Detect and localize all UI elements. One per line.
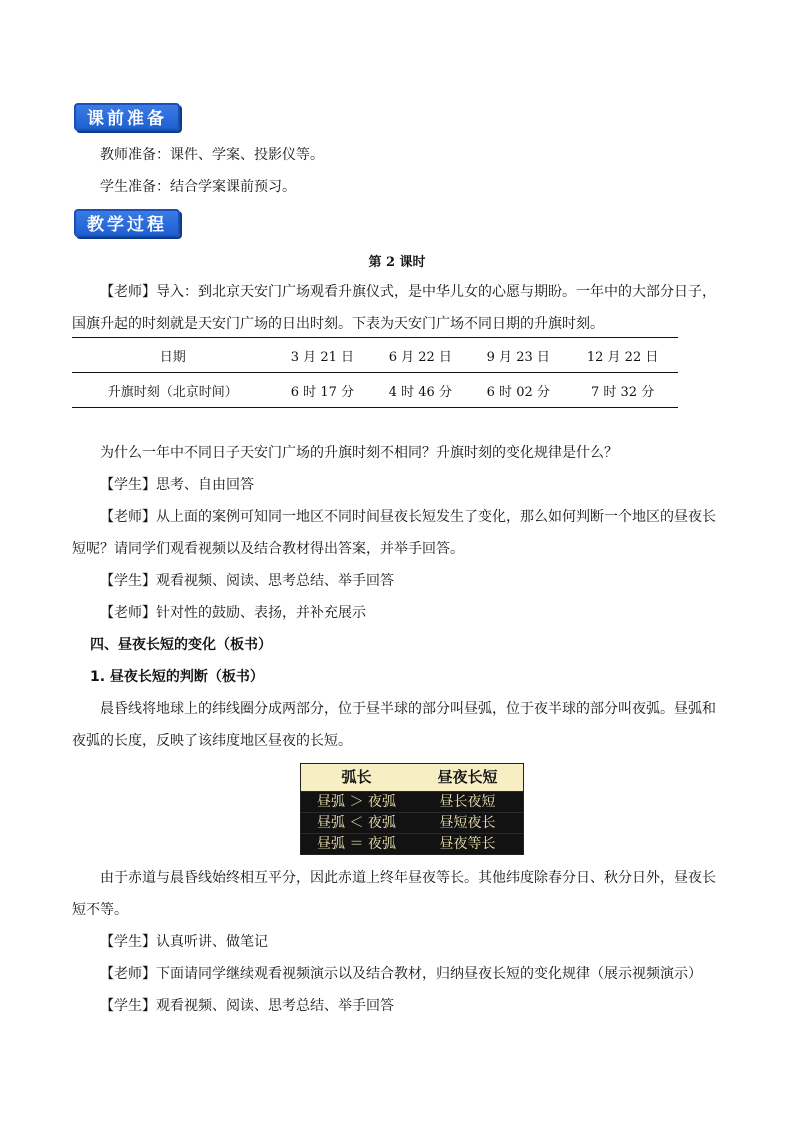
table-cell: 12 月 22 日 <box>567 338 678 373</box>
table-cell: 昼弧 ＜ 夜弧 <box>317 815 396 831</box>
table-header-cell: 昼夜长短 <box>437 768 498 786</box>
table-cell: 9 月 23 日 <box>469 338 567 373</box>
subheading-judgement: 1. 昼夜长短的判断（板书） <box>90 669 264 685</box>
section-badge-process: 教学过程 <box>74 209 180 237</box>
student-response-4: 【学生】观看视频、阅读、思考总结、举手回答 <box>100 998 394 1014</box>
lesson-title: 第 2 课时 <box>368 255 426 270</box>
teacher-prep: 教师准备：课件、学案、投影仪等。 <box>100 147 324 163</box>
table-cell: 3 月 21 日 <box>273 338 371 373</box>
student-response-2: 【学生】观看视频、阅读、思考总结、举手回答 <box>100 573 394 589</box>
table-cell: 昼长夜短 <box>439 794 496 810</box>
equator-paragraph: 由于赤道与晨昏线始终相互平分，因此赤道上终年昼夜等长。其他纬度除春分日、秋分日外，昼夜长短不等。 <box>72 870 716 918</box>
table-cell: 昼弧 ＞ 夜弧 <box>317 794 396 810</box>
table-row <box>72 338 678 373</box>
section-heading-day-night: 四、昼夜长短的变化（板书） <box>90 637 272 653</box>
student-response-1: 【学生】思考、自由回答 <box>100 477 254 493</box>
table-row <box>72 373 678 408</box>
table-row <box>301 812 523 833</box>
student-prep: 学生准备：结合学案课前预习。 <box>100 179 296 195</box>
table-cell: 6 月 22 日 <box>371 338 469 373</box>
table-cell: 4 时 46 分 <box>371 373 469 408</box>
table-cell: 昼夜等长 <box>439 836 496 852</box>
teacher-feedback: 【老师】针对性的鼓励、表扬，并补充展示 <box>100 605 366 621</box>
intro-paragraph: 【老师】导入：到北京天安门广场观看升旗仪式，是中华儿女的心愿与期盼。一年中的大部分日子，国旗升起的时刻就是天安门广场的日出时刻。下表为天安门广场不同日期的升旗时刻。 <box>72 284 716 332</box>
table-row <box>301 833 523 854</box>
table-cell: 升旗时刻（北京时间） <box>72 373 273 408</box>
arc-explanation: 晨昏线将地球上的纬线圈分成两部分，位于昼半球的部分叫昼弧，位于夜半球的部分叫夜弧。昼弧和夜弧的长度，反映了该纬度地区昼夜的长短。 <box>72 701 716 749</box>
table-cell: 日期 <box>72 338 273 373</box>
table-row <box>301 791 523 812</box>
table-header-cell: 弧长 <box>341 768 372 786</box>
teacher-instruction: 【老师】下面请同学继续观看视频演示以及结合教材，归纳昼夜长短的变化规律（展示视频演示） <box>100 966 702 982</box>
question-paragraph: 为什么一年中不同日子天安门广场的升旗时刻不相同？升旗时刻的变化规律是什么？ <box>100 445 618 461</box>
table-cell: 昼弧 ＝ 夜弧 <box>317 836 396 852</box>
table-cell: 6 时 02 分 <box>469 373 567 408</box>
table-cell: 7 时 32 分 <box>567 373 678 408</box>
section-badge-prep: 课前准备 <box>74 103 180 131</box>
student-response-3: 【学生】认真听讲、做笔记 <box>100 934 268 950</box>
table-cell: 昼短夜长 <box>439 815 496 831</box>
table-cell: 6 时 17 分 <box>273 373 371 408</box>
table-header-row <box>301 764 523 791</box>
flag-raising-table <box>72 337 678 408</box>
arc-length-table <box>300 763 524 855</box>
teacher-question-2: 【老师】从上面的案例可知同一地区不同时间昼夜长短发生了变化，那么如何判断一个地区的昼夜长短呢？请同学们观看视频以及结合教材得出答案，并举手回答。 <box>72 509 716 557</box>
